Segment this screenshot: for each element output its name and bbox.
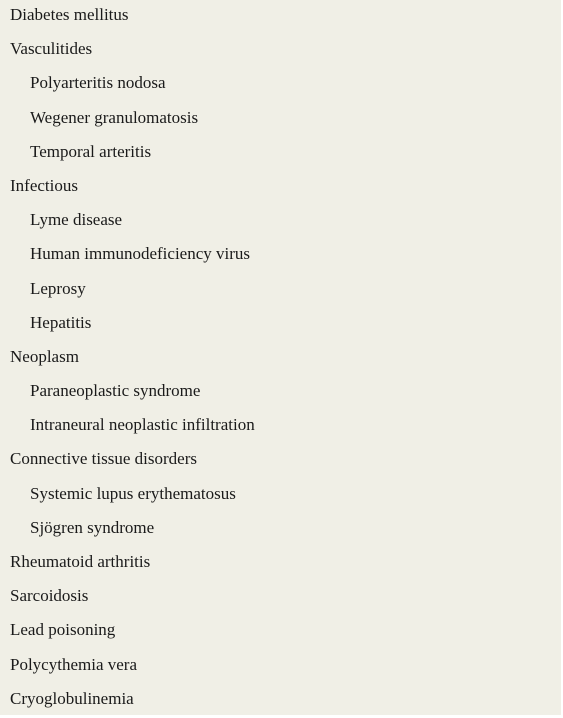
list-item: Polyarteritis nodosa	[30, 73, 166, 93]
list-item: Connective tissue disorders	[10, 449, 197, 469]
list-item: Lead poisoning	[10, 620, 116, 640]
list-item: Neoplasm	[10, 346, 79, 366]
list-item: Temporal arteritis	[30, 141, 152, 161]
list-item: Sarcoidosis	[10, 586, 89, 606]
list-item: Cryoglobulinemia	[10, 688, 134, 708]
list-item: Diabetes mellitus	[10, 5, 129, 24]
list-item: Intraneural neoplastic infiltration	[30, 415, 255, 435]
list-item: Human immunodeficiency virus	[30, 244, 251, 264]
list-item: Leprosy	[30, 278, 86, 298]
list-item: Infectious	[10, 175, 78, 195]
list-item: Wegener granulomatosis	[30, 107, 199, 127]
list-item: Polycythemia vera	[10, 654, 137, 674]
list-item: Systemic lupus erythematosus	[30, 483, 236, 503]
list-item: Paraneoplastic syndrome	[30, 381, 201, 401]
list-item: Lyme disease	[30, 210, 123, 230]
list-item: Rheumatoid arthritis	[10, 552, 151, 571]
list-item: Hepatitis	[30, 312, 92, 332]
list-item: Vasculitides	[10, 39, 93, 59]
list-item: Sjögren syndrome	[30, 517, 155, 537]
